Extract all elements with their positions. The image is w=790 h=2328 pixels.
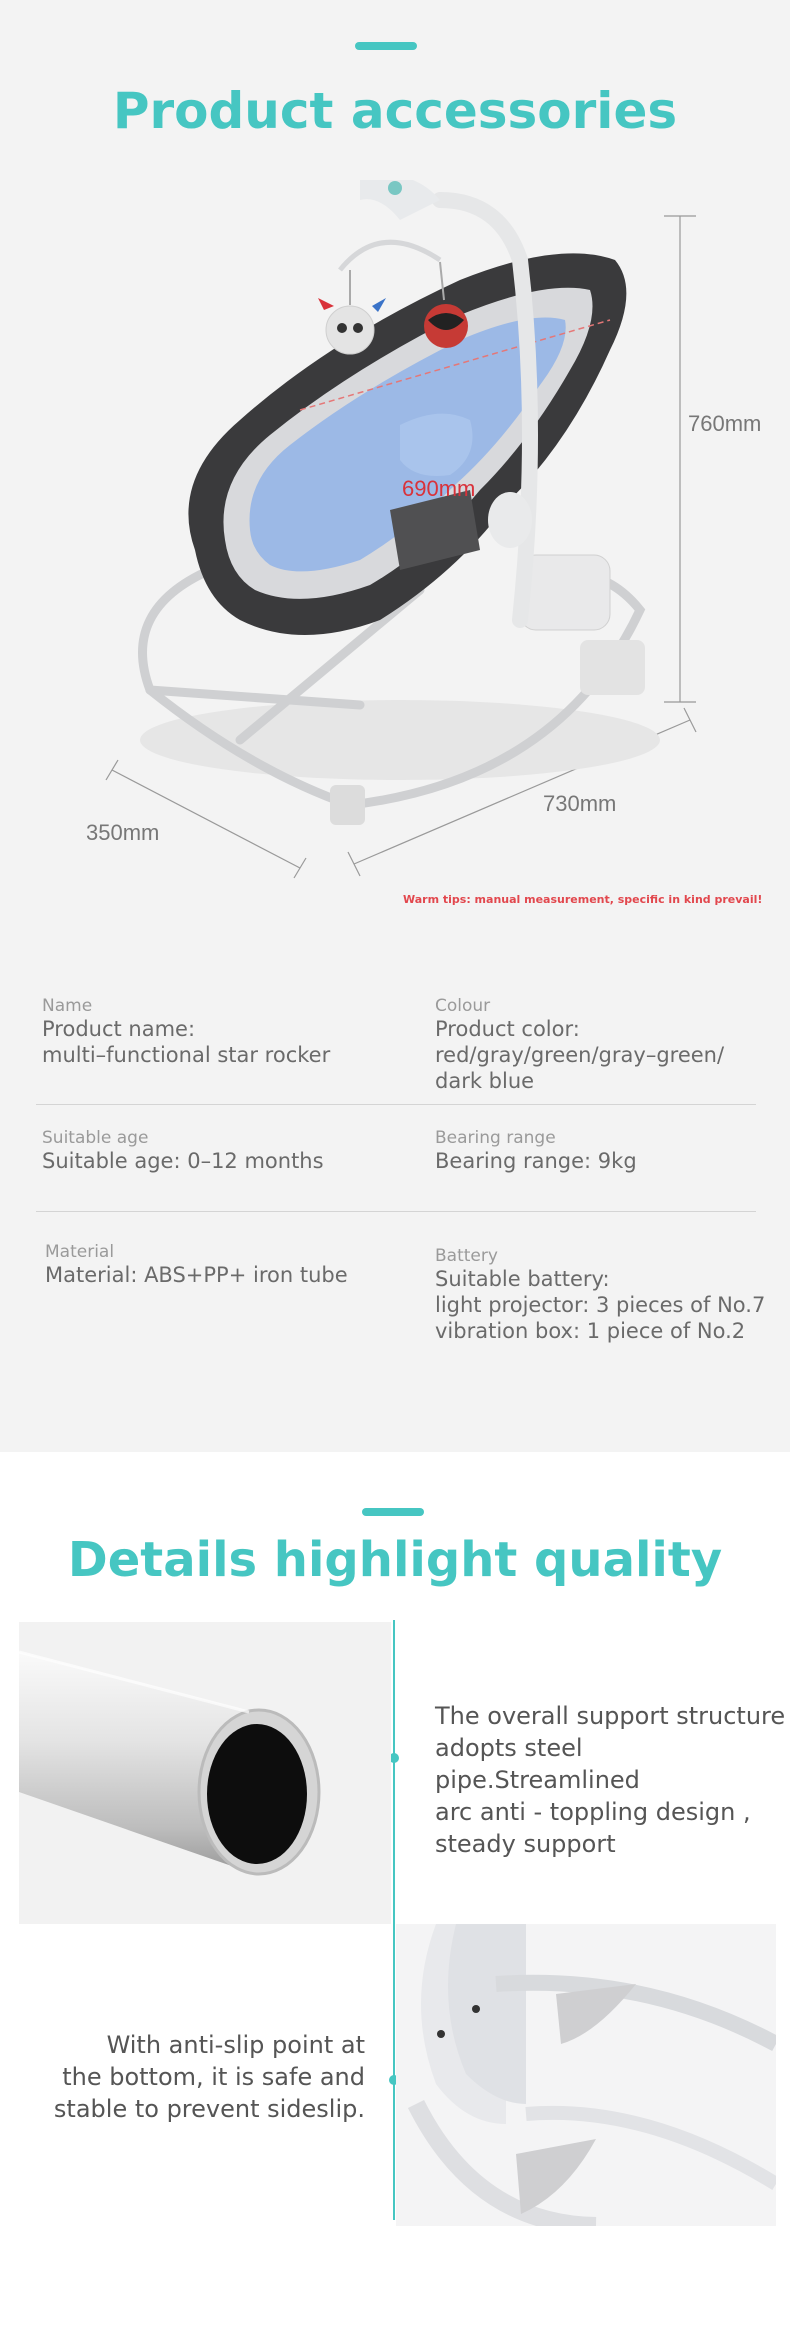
- title-accent-bar: [355, 42, 417, 50]
- depth-label: 730mm: [543, 791, 617, 816]
- detail-desc-antislip: With anti-slip point at the bottom, it is safe and stable to prevent sideslip.: [53, 2031, 365, 2123]
- spec-label: Bearing range: [435, 1128, 556, 1148]
- spec-battery: Battery Suitable battery: light projector: 3 pieces of No.7 vibration box: 1 piece of No.2: [435, 1246, 766, 1343]
- divider: [36, 1104, 756, 1105]
- title-accent-bar: [362, 1508, 424, 1516]
- spec-material: Material Material: ABS+PP+ iron tube: [45, 1242, 348, 1287]
- vibration-box: [520, 555, 610, 630]
- height-dimension-line: [664, 216, 696, 702]
- length-label: 690mm: [402, 476, 476, 501]
- detail-desc-pipe: The overall support structure adopts steel pipe.Streamlined arc anti - toppling design , steady support: [435, 1702, 786, 1858]
- height-label: 760mm: [688, 411, 762, 436]
- width-label: 350mm: [86, 820, 160, 845]
- control-knob: [488, 492, 532, 548]
- steel-pipe-photo: [19, 1622, 391, 1924]
- spec-label: Material: [45, 1242, 115, 1262]
- spec-bearing-range: Bearing range Bearing range: 9kg: [435, 1128, 637, 1173]
- spec-name: Name Product name: multi–functional star rocker: [42, 996, 331, 1067]
- anti-slip-photo: [396, 1924, 776, 2226]
- product-illustration: [0, 180, 790, 940]
- details-title: Details highlight quality: [67, 1532, 723, 1588]
- spec-colour: Colour Product color: red/gray/green/gray–green/ dark blue: [435, 996, 725, 1093]
- details-section: [0, 1452, 790, 2328]
- section-title: Product accessories: [112, 82, 678, 140]
- spec-label: Suitable age: [42, 1128, 149, 1148]
- foot-pad-right: [580, 640, 645, 695]
- divider: [36, 1211, 756, 1212]
- spec-label: Battery: [435, 1246, 498, 1266]
- spec-label: Name: [42, 996, 93, 1016]
- spec-label: Colour: [435, 996, 491, 1016]
- hanging-toy-owl: [326, 306, 374, 354]
- timeline-line: [393, 1620, 395, 2220]
- warm-tip: Warm tips: manual measurement, specific in kind prevail!: [403, 893, 763, 906]
- foot-pad-front: [330, 785, 365, 825]
- spec-suitable-age: Suitable age Suitable age: 0–12 months: [42, 1128, 324, 1173]
